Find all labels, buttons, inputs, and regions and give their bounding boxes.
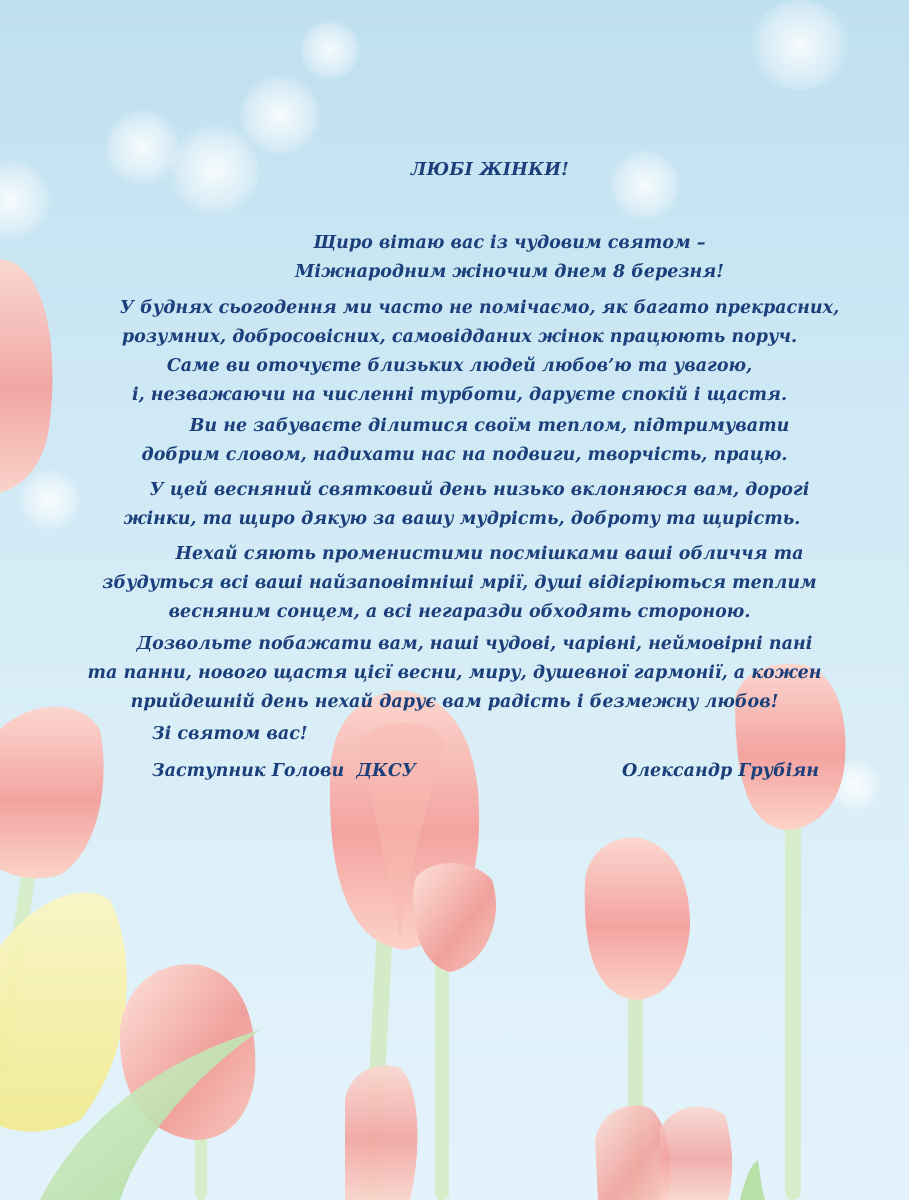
- closing-line: Зі святом вас!: [152, 724, 308, 744]
- signatory-name: Олександр Грубіян: [622, 761, 820, 781]
- paragraph-2: [0, 412, 909, 470]
- text-line: У буднях сьогодення ми часто не помічаємо, як багато прекрасних,: [119, 298, 840, 318]
- text-line: У цей весняний святковий день низько вклоняюся вам, дорогі: [149, 480, 810, 500]
- text-line: Щиро вітаю вас із чудовим святом –: [313, 233, 706, 253]
- paragraph-4: [0, 540, 909, 627]
- greeting-lines: [0, 229, 909, 287]
- paragraph-5: [0, 630, 909, 717]
- text-line: Міжнародним жіночим днем 8 березня!: [295, 262, 724, 282]
- text-line: добрим словом, надихати нас на подвиги, творчість, працю.: [141, 445, 788, 465]
- text-line: Дозвольте побажати вам, наші чудові, чарівні, неймовірні пані: [136, 634, 813, 654]
- letter-title: ЛЮБІ ЖІНКИ!: [410, 160, 570, 180]
- text-line: і, незважаючи на численні турботи, даруєте спокій і щастя.: [131, 385, 788, 405]
- paragraph-1: [0, 294, 909, 410]
- text-line: жінки, та щиро дякую за вашу мудрість, доброту та щирість.: [123, 509, 801, 529]
- text-line: розумних, добросовісних, самовідданих жінок працюють поруч.: [121, 327, 798, 347]
- text-line: та панни, нового щастя цієї весни, миру, душевної гармонії, а кожен: [87, 663, 822, 683]
- text-line: Саме ви оточуєте близьких людей любов’ю та увагою,: [166, 356, 753, 376]
- text-line: Нехай сяють променистими посмішками ваші обличчя та: [175, 544, 804, 564]
- signatory-position: Заступник Голови ДКСУ: [152, 761, 416, 781]
- text-line: прийдешній день нехай дарує вам радість і безмежну любов!: [130, 692, 779, 712]
- text-line: Ви не забуваєте ділитися своїм теплом, підтримувати: [189, 416, 790, 436]
- text-line: збудуться всі ваші найзаповітніші мрії, душі відігріються теплим: [102, 573, 817, 593]
- paragraph-3: [0, 476, 909, 534]
- text-line: весняним сонцем, а всі негаразди обходять стороною.: [168, 602, 751, 622]
